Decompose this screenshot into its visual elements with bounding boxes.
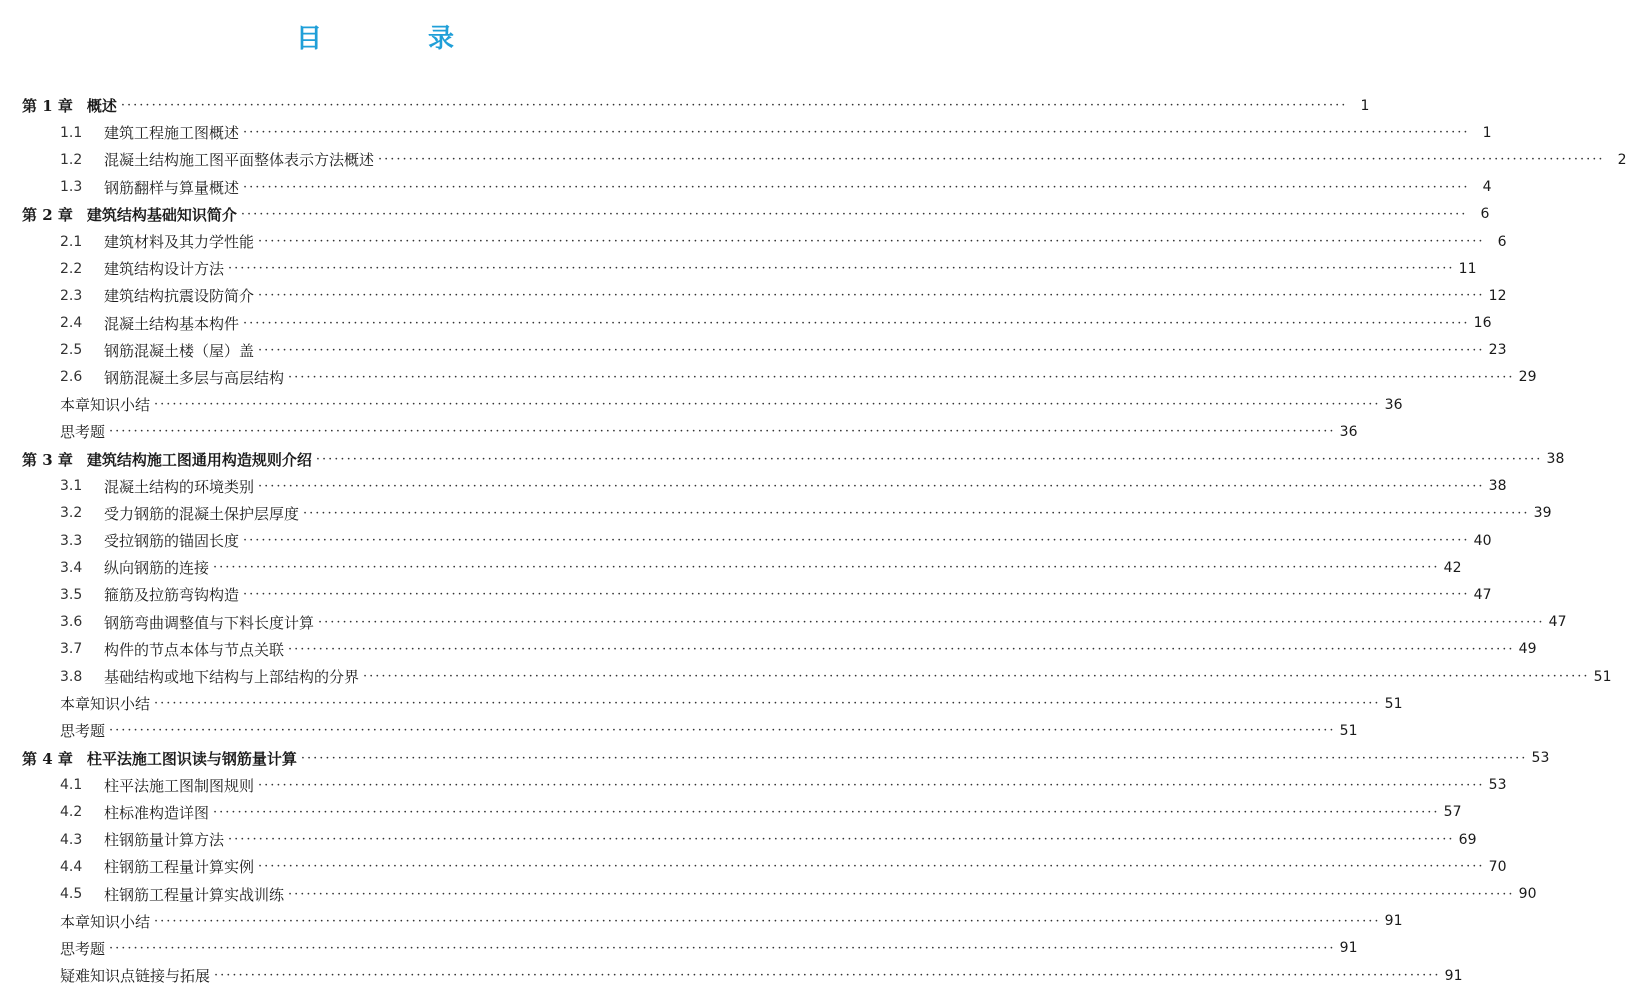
toc-page-number: 40 bbox=[1473, 532, 1492, 549]
toc-entry-label: 思考题 bbox=[60, 939, 106, 958]
toc-page-number: 1 bbox=[1482, 124, 1492, 141]
toc-page-number: 36 bbox=[1384, 396, 1403, 413]
toc-entry-label: 建筑材料及其力学性能 bbox=[104, 233, 255, 252]
toc-entry-number: 4.2 bbox=[60, 804, 83, 821]
toc-page-number: 69 bbox=[1458, 831, 1477, 848]
toc-page-number: 16 bbox=[1473, 315, 1492, 332]
toc-leader-dots: ········································································································································································································ bbox=[258, 288, 1485, 304]
toc-leader-dots: ········································································································································································································ bbox=[213, 804, 1440, 820]
toc-entry-label: 建筑工程施工图概述 bbox=[104, 124, 240, 143]
toc-section-row[interactable] bbox=[0, 310, 1492, 337]
toc-leader-dots: ········································································································································································································ bbox=[243, 587, 1470, 603]
toc-leader-dots: ········································································································································································································ bbox=[213, 560, 1440, 576]
toc-entry-label: 概述 bbox=[86, 97, 117, 116]
toc-entry-label: 钢筋翻样与算量概述 bbox=[104, 178, 240, 197]
toc-page-number: 2 bbox=[1617, 151, 1626, 168]
toc-entry-number: 第 2 章 bbox=[22, 205, 73, 224]
toc-entry-number: 4.1 bbox=[60, 777, 83, 794]
toc-page-number: 36 bbox=[1339, 423, 1358, 440]
toc-entry-label: 混凝土结构基本构件 bbox=[104, 314, 240, 333]
toc-leader-dots: ········································································································································································································ bbox=[318, 614, 1545, 630]
toc-entry-number: 1.2 bbox=[60, 151, 83, 168]
toc-entry-number: 2.2 bbox=[60, 260, 83, 277]
toc-entry-number: 4.3 bbox=[60, 831, 83, 848]
toc-leader-dots: ········································································································································································································ bbox=[258, 234, 1485, 250]
toc-entry-number: 3.7 bbox=[60, 641, 83, 658]
toc-entry-number: 3.1 bbox=[60, 478, 83, 495]
toc-entry-label: 本章知识小结 bbox=[60, 695, 151, 714]
toc-leader-dots: ········································································································································································································ bbox=[363, 669, 1590, 685]
toc-page-number: 29 bbox=[1518, 369, 1537, 386]
toc-section-row[interactable] bbox=[0, 853, 1507, 880]
toc-entry-label: 钢筋混凝土多层与高层结构 bbox=[104, 368, 285, 387]
toc-entry-number: 1.1 bbox=[60, 124, 83, 141]
toc-page-number: 42 bbox=[1443, 559, 1462, 576]
toc-leader-dots: ········································································································································································································ bbox=[258, 478, 1485, 494]
toc-extra-row[interactable] bbox=[0, 935, 1358, 962]
toc-entry-label: 思考题 bbox=[60, 423, 106, 442]
toc-extra-row[interactable] bbox=[0, 418, 1358, 445]
toc-page-number: 51 bbox=[1384, 695, 1403, 712]
toc-section-row[interactable] bbox=[0, 337, 1507, 364]
toc-leader-dots: ········································································································································································································ bbox=[288, 886, 1515, 902]
toc-leader-dots: ········································································································································································································ bbox=[243, 125, 1470, 141]
toc-entry-number: 2.4 bbox=[60, 315, 83, 332]
toc-section-row[interactable] bbox=[0, 500, 1552, 527]
toc-entry-number: 2.1 bbox=[60, 233, 83, 250]
toc-entry-label: 构件的节点本体与节点关联 bbox=[104, 640, 285, 659]
toc-leader-dots: ········································································································································································································ bbox=[154, 696, 1381, 712]
toc-entry-number: 第 1 章 bbox=[22, 97, 73, 116]
toc-page-number: 6 bbox=[1480, 206, 1490, 223]
toc-entry-number: 第 3 章 bbox=[22, 450, 73, 469]
toc-entry-label: 受拉钢筋的锚固长度 bbox=[104, 532, 240, 551]
toc-entry-label: 钢筋混凝土楼（屋）盖 bbox=[104, 341, 255, 360]
toc-entry-number: 3.2 bbox=[60, 505, 83, 522]
toc-page-number: 38 bbox=[1488, 478, 1507, 495]
toc-entry-number: 3.6 bbox=[60, 614, 83, 631]
toc-page-number: 49 bbox=[1518, 641, 1537, 658]
table-of-contents bbox=[0, 92, 1626, 989]
toc-entry-label: 柱标准构造详图 bbox=[104, 803, 210, 822]
toc-section-row[interactable] bbox=[0, 581, 1492, 608]
toc-entry-label: 基础结构或地下结构与上部结构的分界 bbox=[104, 668, 360, 687]
toc-leader-dots: ········································································································································································································ bbox=[243, 179, 1470, 195]
toc-page-number: 91 bbox=[1384, 913, 1403, 930]
toc-leader-dots: ········································································································································································································ bbox=[300, 750, 1528, 766]
toc-section-row[interactable] bbox=[0, 174, 1492, 201]
toc-section-row[interactable] bbox=[0, 609, 1567, 636]
toc-page-number: 53 bbox=[1531, 750, 1550, 767]
toc-page-number: 91 bbox=[1444, 967, 1463, 984]
toc-section-row[interactable] bbox=[0, 228, 1507, 255]
toc-page-number: 57 bbox=[1443, 804, 1462, 821]
toc-leader-dots: ········································································································································································································ bbox=[154, 913, 1381, 929]
toc-section-row[interactable] bbox=[0, 146, 1626, 173]
toc-entry-number: 2.6 bbox=[60, 369, 83, 386]
toc-page-number: 70 bbox=[1488, 858, 1507, 875]
toc-page-number: 1 bbox=[1360, 97, 1370, 114]
toc-leader-dots: ········································································································································································································ bbox=[258, 342, 1485, 358]
toc-page-number: 51 bbox=[1339, 722, 1358, 739]
toc-section-row[interactable] bbox=[0, 255, 1477, 282]
toc-leader-dots: ········································································································································································································ bbox=[228, 832, 1455, 848]
toc-entry-label: 箍筋及拉筋弯钩构造 bbox=[104, 586, 240, 605]
toc-section-row[interactable] bbox=[0, 282, 1507, 309]
toc-extra-row[interactable] bbox=[0, 717, 1358, 744]
toc-page-number: 39 bbox=[1533, 505, 1552, 522]
toc-page-number: 47 bbox=[1473, 586, 1492, 603]
toc-section-row[interactable] bbox=[0, 772, 1507, 799]
toc-page-number: 23 bbox=[1488, 342, 1507, 359]
toc-section-row[interactable] bbox=[0, 799, 1462, 826]
toc-page-number: 12 bbox=[1488, 287, 1507, 304]
toc-section-row[interactable] bbox=[0, 473, 1507, 500]
toc-entry-number: 3.3 bbox=[60, 532, 83, 549]
toc-leader-dots: ········································································································································································································ bbox=[240, 206, 1468, 222]
toc-entry-label: 思考题 bbox=[60, 722, 106, 741]
toc-entry-label: 疑难知识点链接与拓展 bbox=[60, 967, 211, 986]
toc-section-row[interactable] bbox=[0, 826, 1477, 853]
toc-section-row[interactable] bbox=[0, 364, 1537, 391]
toc-entry-label: 建筑结构抗震设防简介 bbox=[104, 287, 255, 306]
toc-chapter-row[interactable] bbox=[0, 445, 1565, 472]
toc-page-number: 11 bbox=[1458, 260, 1477, 277]
toc-entry-label: 建筑结构基础知识简介 bbox=[86, 205, 237, 224]
toc-page-number: 4 bbox=[1482, 179, 1492, 196]
toc-page-number: 51 bbox=[1593, 668, 1612, 685]
toc-entry-number: 3.8 bbox=[60, 668, 83, 685]
toc-leader-dots: ········································································································································································································ bbox=[315, 451, 1543, 467]
toc-entry-label: 混凝土结构施工图平面整体表示方法概述 bbox=[104, 151, 375, 170]
toc-extra-row[interactable] bbox=[0, 690, 1403, 717]
toc-leader-dots: ········································································································································································································ bbox=[378, 152, 1605, 168]
toc-extra-row[interactable] bbox=[0, 391, 1403, 418]
page-title: 目 录 bbox=[295, 24, 494, 54]
toc-leader-dots: ········································································································································································································ bbox=[258, 859, 1485, 875]
toc-entry-number: 4.5 bbox=[60, 886, 83, 903]
toc-leader-dots: ········································································································································································································ bbox=[258, 777, 1485, 793]
toc-entry-label: 建筑结构施工图通用构造规则介绍 bbox=[86, 450, 312, 469]
toc-leader-dots: ········································································································································································································ bbox=[120, 98, 1348, 114]
toc-leader-dots: ········································································································································································································ bbox=[154, 397, 1381, 413]
toc-leader-dots: ········································································································································································································ bbox=[109, 424, 1336, 440]
toc-page-number: 6 bbox=[1497, 233, 1507, 250]
toc-entry-label: 混凝土结构的环境类别 bbox=[104, 477, 255, 496]
toc-leader-dots: ········································································································································································································ bbox=[109, 940, 1336, 956]
toc-entry-label: 柱钢筋量计算方法 bbox=[104, 831, 225, 850]
toc-entry-number: 3.5 bbox=[60, 586, 83, 603]
toc-entry-label: 柱钢筋工程量计算实战训练 bbox=[104, 885, 285, 904]
toc-section-row[interactable] bbox=[0, 663, 1612, 690]
toc-leader-dots: ········································································································································································································ bbox=[228, 261, 1455, 277]
toc-section-row[interactable] bbox=[0, 119, 1492, 146]
toc-leader-dots: ········································································································································································································ bbox=[303, 505, 1530, 521]
toc-section-row[interactable] bbox=[0, 527, 1492, 554]
toc-entry-number: 4.4 bbox=[60, 858, 83, 875]
toc-entry-label: 本章知识小结 bbox=[60, 912, 151, 931]
toc-entry-label: 柱钢筋工程量计算实例 bbox=[104, 858, 255, 877]
toc-entry-number: 3.4 bbox=[60, 559, 83, 576]
toc-leader-dots: ········································································································································································································ bbox=[243, 315, 1470, 331]
toc-entry-label: 受力钢筋的混凝土保护层厚度 bbox=[104, 504, 300, 523]
toc-entry-number: 2.5 bbox=[60, 342, 83, 359]
toc-section-row[interactable] bbox=[0, 636, 1537, 663]
toc-page-number: 38 bbox=[1546, 451, 1565, 468]
toc-entry-label: 纵向钢筋的连接 bbox=[104, 559, 210, 578]
toc-page-number: 91 bbox=[1339, 940, 1358, 957]
toc-chapter-row[interactable] bbox=[0, 92, 1370, 119]
toc-entry-label: 本章知识小结 bbox=[60, 396, 151, 415]
toc-entry-number: 第 4 章 bbox=[22, 749, 73, 768]
toc-entry-number: 1.3 bbox=[60, 179, 83, 196]
toc-leader-dots: ········································································································································································································ bbox=[288, 369, 1515, 385]
toc-chapter-row[interactable] bbox=[0, 745, 1550, 772]
toc-extra-row[interactable] bbox=[0, 908, 1403, 935]
toc-extra-row[interactable] bbox=[0, 962, 1463, 989]
toc-leader-dots: ········································································································································································································ bbox=[109, 723, 1336, 739]
toc-leader-dots: ········································································································································································································ bbox=[243, 533, 1470, 549]
toc-page-number: 90 bbox=[1518, 886, 1537, 903]
toc-entry-label: 钢筋弯曲调整值与下料长度计算 bbox=[104, 613, 315, 632]
toc-entry-number: 2.3 bbox=[60, 287, 83, 304]
toc-section-row[interactable] bbox=[0, 554, 1462, 581]
toc-page-number: 47 bbox=[1548, 614, 1567, 631]
toc-leader-dots: ········································································································································································································ bbox=[288, 641, 1515, 657]
toc-entry-label: 柱平法施工图制图规则 bbox=[104, 776, 255, 795]
toc-section-row[interactable] bbox=[0, 880, 1537, 907]
toc-entry-label: 建筑结构设计方法 bbox=[104, 260, 225, 279]
toc-entry-label: 柱平法施工图识读与钢筋量计算 bbox=[86, 749, 297, 768]
toc-page-number: 53 bbox=[1488, 777, 1507, 794]
toc-leader-dots: ········································································································································································································ bbox=[214, 968, 1441, 984]
toc-chapter-row[interactable] bbox=[0, 201, 1490, 228]
